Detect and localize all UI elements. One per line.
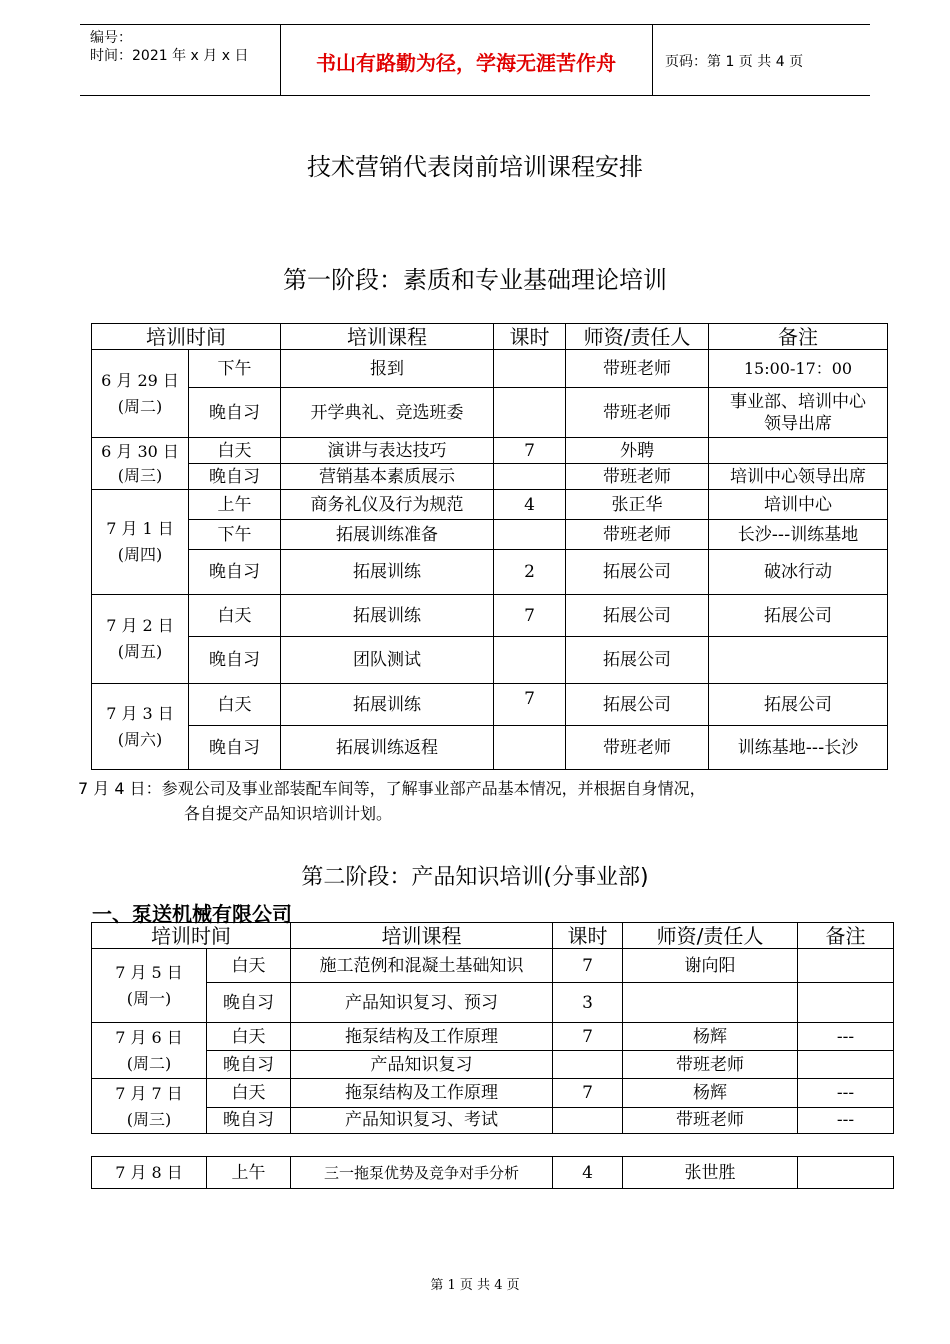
teacher-cell: 带班老师 [566,726,709,770]
remark-cell: 15:00-17：00 [709,350,888,388]
remark-cell: 拓展公司 [709,684,888,726]
remark-cell [798,1157,894,1189]
remark-cell [709,438,888,464]
teacher-cell: 谢向阳 [623,949,798,983]
header-cell: 培训时间 [92,923,291,949]
slot-cell: 晚自习 [189,550,281,595]
table-row [92,464,888,490]
slot-cell: 晚自习 [207,1051,291,1079]
company-heading: 一、泵送机械有限公司 [92,902,292,926]
remark-cell [709,637,888,684]
remark-cell [798,1051,894,1079]
teacher-cell: 带班老师 [566,464,709,490]
page-footer: 第 1 页 共 4 页 [430,1278,520,1293]
table-row [92,949,894,983]
stage1-table [91,323,888,770]
hours-cell: 7 [494,595,566,637]
teacher-cell: 杨辉 [623,1079,798,1108]
remark-cell: 培训中心领导出席 [709,464,888,490]
table-row [92,1051,894,1079]
hours-cell [494,350,566,388]
slot-cell: 晚自习 [207,983,291,1023]
hours-cell [494,637,566,684]
table-row [92,490,888,520]
remark-cell: --- [798,1023,894,1051]
time-label: 时间：2021 年 x 月 x 日 [90,48,249,64]
table-header-row [92,923,894,949]
header-cell: 备注 [709,324,888,350]
course-cell: 拓展训练 [281,550,494,595]
slot-cell: 上午 [189,490,281,520]
teacher-cell: 拓展公司 [566,550,709,595]
table-row [92,983,894,1023]
slot-cell: 白天 [207,1023,291,1051]
course-cell: 产品知识复习 [291,1051,553,1079]
course-cell: 拖泵结构及工作原理 [291,1079,553,1108]
date-cell: 7 月 7 日 (周三) [92,1079,207,1134]
slot-cell: 白天 [189,438,281,464]
table-row [92,1107,894,1133]
hours-cell: 7 [553,1079,623,1108]
table-row [92,1157,894,1189]
document-title: 技术营销代表岗前培训课程安排 [307,153,643,181]
slot-cell: 晚自习 [207,1107,291,1133]
course-cell: 拓展训练返程 [281,726,494,770]
stage1-note-line1: 7 月 4 日：参观公司及事业部装配车间等，了解事业部产品基本情况，并根据自身情况， [78,779,706,798]
date-cell: 6 月 29 日 (周二) [92,350,189,438]
course-cell: 演讲与表达技巧 [281,438,494,464]
hours-cell: 4 [553,1157,623,1189]
table-row [92,637,888,684]
header-page-info: 页码：第 1 页 共 4 页 [665,54,804,70]
teacher-cell: 外聘 [566,438,709,464]
slot-cell: 白天 [189,595,281,637]
header-motto: 书山有路勤为径，学海无涯苦作舟 [316,51,616,75]
header-cell: 培训课程 [291,923,553,949]
hours-cell [494,464,566,490]
table-row [92,520,888,550]
table-row [92,1023,894,1051]
course-cell: 团队测试 [281,637,494,684]
course-cell: 三一拖泵优势及竞争对手分析 [291,1157,553,1189]
slot-cell: 上午 [207,1157,291,1189]
remark-cell: --- [798,1107,894,1133]
header-cell: 课时 [553,923,623,949]
header-divider [652,25,653,95]
hours-cell: 3 [553,983,623,1023]
hours-cell: 7 [553,949,623,983]
date-cell: 7 月 6 日 (周二) [92,1023,207,1079]
remark-cell: 破冰行动 [709,550,888,595]
hours-cell: 7 [553,1023,623,1051]
stage2-continuation-table [91,1156,894,1189]
slot-cell: 下午 [189,520,281,550]
slot-cell: 晚自习 [189,388,281,438]
teacher-cell: 杨辉 [623,1023,798,1051]
teacher-cell: 拓展公司 [566,595,709,637]
date-cell: 6 月 30 日 (周三) [92,438,189,490]
slot-cell: 晚自习 [189,464,281,490]
course-cell: 拓展训练准备 [281,520,494,550]
table-row [92,438,888,464]
course-cell: 施工范例和混凝土基础知识 [291,949,553,983]
course-cell: 产品知识复习、考试 [291,1107,553,1133]
hours-cell [494,520,566,550]
header-cell: 课时 [494,324,566,350]
teacher-cell: 拓展公司 [566,637,709,684]
remark-cell: --- [798,1079,894,1108]
hours-cell: 2 [494,550,566,595]
teacher-cell: 带班老师 [566,350,709,388]
course-cell: 商务礼仪及行为规范 [281,490,494,520]
remark-cell: 训练基地---长沙 [709,726,888,770]
date-cell: 7 月 2 日 (周五) [92,595,189,684]
hours-cell: 4 [494,490,566,520]
teacher-cell: 带班老师 [623,1051,798,1079]
table-row [92,388,888,438]
teacher-cell: 张正华 [566,490,709,520]
slot-cell: 晚自习 [189,637,281,684]
hours-cell: 7 [494,684,566,726]
slot-cell: 晚自习 [189,726,281,770]
header-meta [90,29,248,65]
header-cell: 师资/责任人 [623,923,798,949]
course-cell: 开学典礼、竞选班委 [281,388,494,438]
hours-cell [494,726,566,770]
stage1-note-line2: 各自提交产品知识培训计划。 [184,804,393,823]
header-cell: 培训课程 [281,324,494,350]
teacher-cell: 带班老师 [566,388,709,438]
remark-cell: 拓展公司 [709,595,888,637]
date-cell: 7 月 8 日 [92,1157,207,1189]
table-row [92,1079,894,1108]
stage1-title: 第一阶段：素质和专业基础理论培训 [283,266,667,294]
table-header-row [92,324,888,350]
remark-cell: 长沙---训练基地 [709,520,888,550]
course-cell: 拓展训练 [281,684,494,726]
course-cell: 产品知识复习、预习 [291,983,553,1023]
course-cell: 报到 [281,350,494,388]
remark-cell: 事业部、培训中心 领导出席 [709,388,888,438]
teacher-cell [623,983,798,1023]
course-cell: 拖泵结构及工作原理 [291,1023,553,1051]
course-cell: 营销基本素质展示 [281,464,494,490]
hours-cell [553,1107,623,1133]
remark-cell [798,949,894,983]
hours-cell [553,1051,623,1079]
table-row [92,726,888,770]
teacher-cell: 张世胜 [623,1157,798,1189]
teacher-cell: 拓展公司 [566,684,709,726]
number-label: 编号： [90,30,132,46]
hours-cell: 7 [494,438,566,464]
remark-cell [798,983,894,1023]
stage2-table [91,922,894,1134]
table-row [92,550,888,595]
header-cell: 备注 [798,923,894,949]
date-cell: 7 月 3 日 (周六) [92,684,189,770]
hours-cell [494,388,566,438]
teacher-cell: 带班老师 [623,1107,798,1133]
table-row [92,595,888,637]
slot-cell: 白天 [189,684,281,726]
date-cell: 7 月 1 日 (周四) [92,490,189,595]
teacher-cell: 带班老师 [566,520,709,550]
slot-cell: 白天 [207,1079,291,1108]
header-cell: 培训时间 [92,324,281,350]
course-cell: 拓展训练 [281,595,494,637]
header-cell: 师资/责任人 [566,324,709,350]
date-cell: 7 月 5 日 (周一) [92,949,207,1023]
table-row [92,684,888,726]
page-header [80,24,870,96]
stage2-title: 第二阶段：产品知识培训(分事业部) [301,865,649,890]
remark-cell: 培训中心 [709,490,888,520]
table-row [92,350,888,388]
slot-cell: 下午 [189,350,281,388]
slot-cell: 白天 [207,949,291,983]
